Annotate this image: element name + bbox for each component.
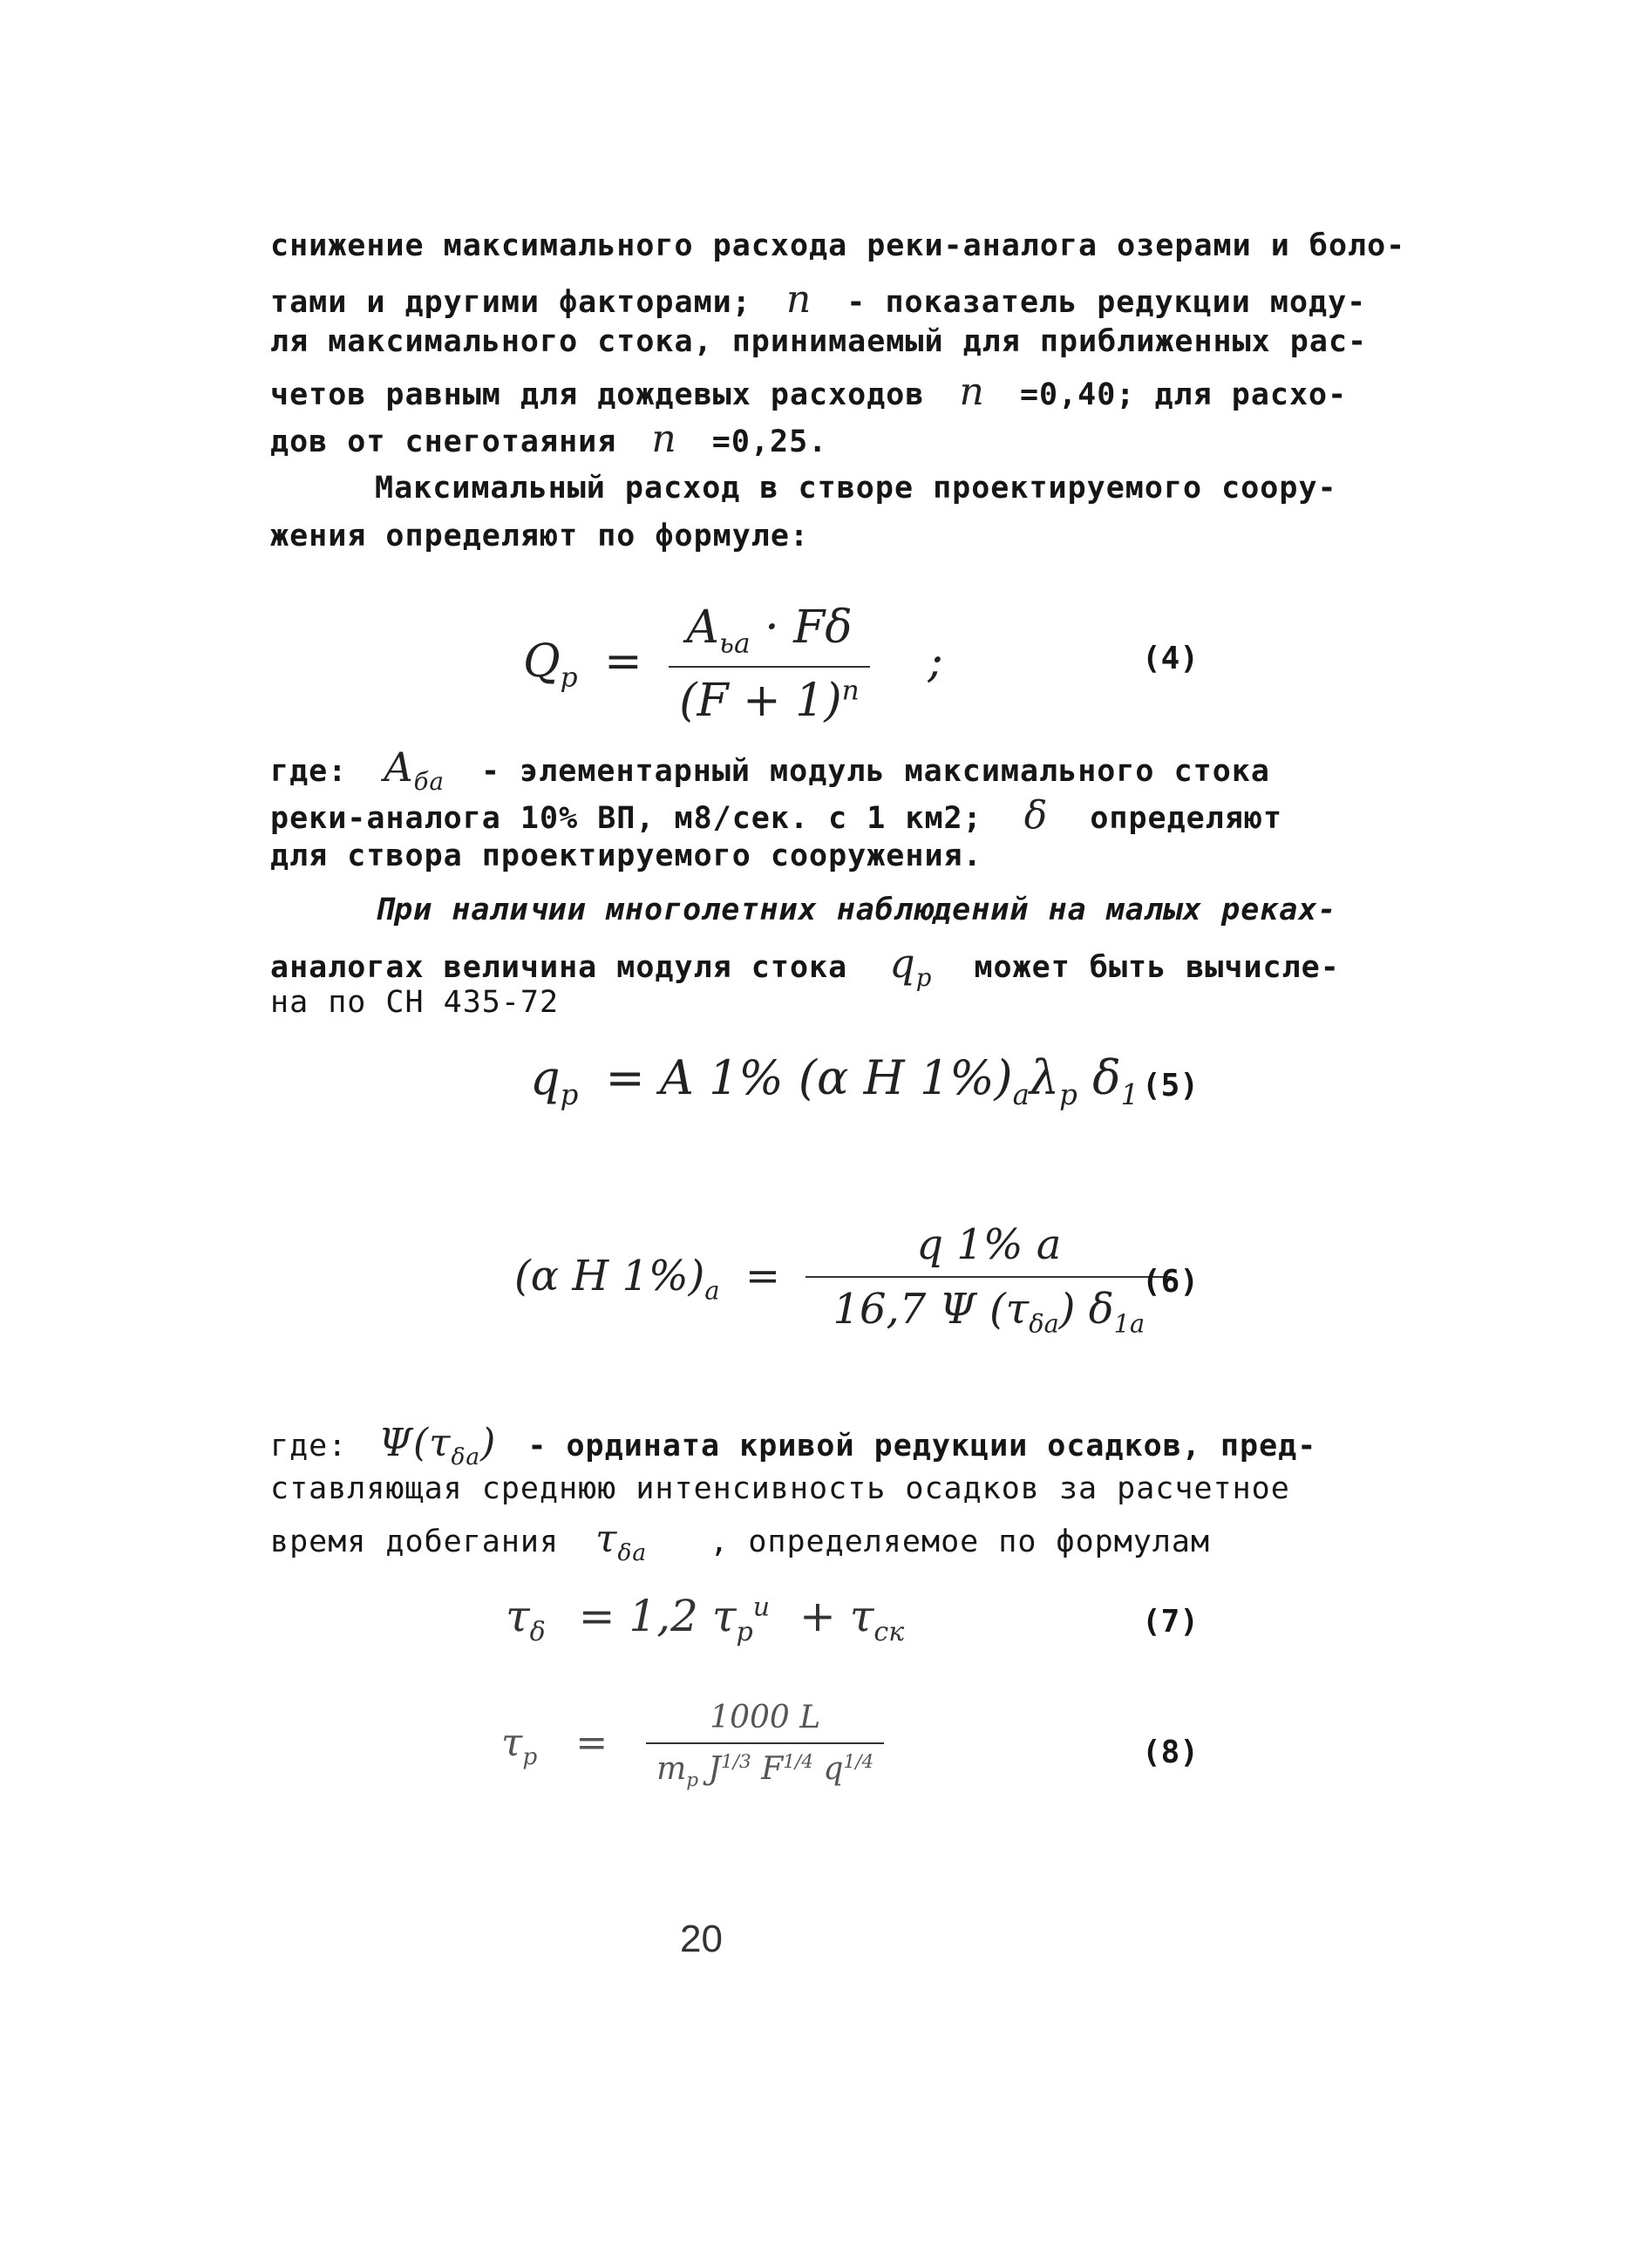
formula-7-label: (7) <box>1142 1604 1200 1640</box>
para3-line1-end: - элементарный модуль максимального стока <box>480 754 1270 789</box>
formula-4-numerator: $A_{ьа} \cdot F\delta$ <box>686 601 853 660</box>
formula-6-fraction <box>806 1220 1172 1339</box>
para4-line3: на по СН 435-72 <box>270 985 560 1020</box>
para1-line2-start: тами и другими факторами; <box>270 285 751 320</box>
para3-line2 <box>270 793 1282 838</box>
formula-4 <box>523 601 943 727</box>
para5-line3 <box>270 1517 1210 1566</box>
para5-line1 <box>270 1421 1316 1470</box>
formula-8-lhs: $\tau_p$ <box>501 1721 538 1770</box>
formula-5-label: (5) <box>1142 1068 1200 1103</box>
para1-line4-end: =0,40; для расхо- <box>1019 377 1348 412</box>
para1-line2 <box>270 277 1366 322</box>
para2-line1: Максимальный расход в створе проектируемого соору- <box>375 471 1337 506</box>
para1-line5-start: дов от снеготаяния <box>270 424 617 459</box>
formula-4-fraction <box>669 601 869 727</box>
formula-4-eq: = <box>604 635 642 688</box>
para4-line2-end: может быть вычисле- <box>974 950 1340 985</box>
formula-4-semicolon: ; <box>928 635 943 688</box>
page-number: 20 <box>680 1918 723 1960</box>
formula-6-lhs: (α H $1\%)_a$ <box>514 1252 720 1306</box>
variable-a-ba: $A_{ба}$ <box>384 744 445 797</box>
formula-4-label: (4) <box>1142 641 1200 676</box>
formula-8-denominator: $m_p$ $J^{1/3}$ $F^{1/4}$ $q^{1/4}$ <box>646 1742 884 1791</box>
formula-8-fraction <box>646 1700 884 1791</box>
para5-line1-start: где: <box>270 1429 348 1463</box>
para2-line2: жения определяют по формуле: <box>270 519 810 553</box>
formula-5: $q_p = A$ 1% (α H $1\%)_a\lambda_p$ $\delta_1$ <box>530 1050 1139 1111</box>
variable-n: n <box>959 370 985 414</box>
para3-line2-end: определяют <box>1090 801 1283 836</box>
para1-line3: ля максимального стока, принимаемый для приближенных рас- <box>270 324 1368 359</box>
para4-line2-start: аналогах величина модуля стока <box>270 950 848 985</box>
para1-line5-end: =0,25. <box>711 424 828 459</box>
variable-n: n <box>785 277 812 322</box>
para3-line2-start: реки-аналога 10% ВП, м8/сек. с 1 км2; <box>270 801 982 836</box>
para3-line1 <box>270 744 1270 796</box>
para1-line2-end: - показатель редукции моду- <box>846 285 1367 320</box>
formula-6-label: (6) <box>1142 1264 1200 1300</box>
variable-psi-tau: $\Psi(\tau_{\delta a})$ <box>378 1421 497 1470</box>
para5-line1-end: - ордината кривой редукции осадков, пред- <box>527 1429 1317 1463</box>
formula-6 <box>514 1220 1172 1339</box>
variable-q-p: $q_p$ <box>889 940 933 993</box>
para1-line4-start: четов равным для дождевых расходов <box>270 377 925 412</box>
para5-line3-end: , определяемое по формулам <box>710 1524 1211 1559</box>
formula-4-lhs: $Q_p$ <box>523 635 578 694</box>
para4-line1: При наличии многолетних наблюдений на малых реках- <box>375 893 1337 927</box>
para5-line3-start: время добегания <box>270 1524 560 1559</box>
para1-line1: снижение максимального расхода реки-аналога озерами и боло- <box>270 228 1406 263</box>
formula-6-numerator: q 1% a <box>916 1220 1062 1269</box>
formula-8-numerator: 1000 L <box>710 1700 821 1735</box>
formula-4-denominator: $(F + 1)^n$ <box>669 666 869 727</box>
formula-7: $\tau_\delta = 1,2$ $\tau_p^u + \tau_{ск}$ <box>506 1591 905 1647</box>
formula-8-eq: = <box>575 1721 608 1766</box>
formula-6-denominator: 16,7 Ψ $(\tau_{\delta a})$ $\delta_{1a}$ <box>806 1276 1172 1339</box>
formula-8 <box>501 1700 884 1791</box>
variable-n: n <box>651 417 677 461</box>
variable-tau: $\tau_{\delta a}$ <box>595 1517 648 1566</box>
formula-8-label: (8) <box>1142 1735 1200 1770</box>
formula-6-eq: = <box>744 1252 781 1301</box>
para5-line2: ставляющая среднюю интенсивность осадков за расчетное <box>270 1471 1290 1506</box>
para1-line4 <box>270 370 1347 414</box>
para1-line5 <box>270 417 827 461</box>
para3-line1-start: где: <box>270 754 348 789</box>
variable-delta: δ <box>1023 793 1049 838</box>
para3-line3: для створа проектируемого сооружения. <box>270 839 982 873</box>
